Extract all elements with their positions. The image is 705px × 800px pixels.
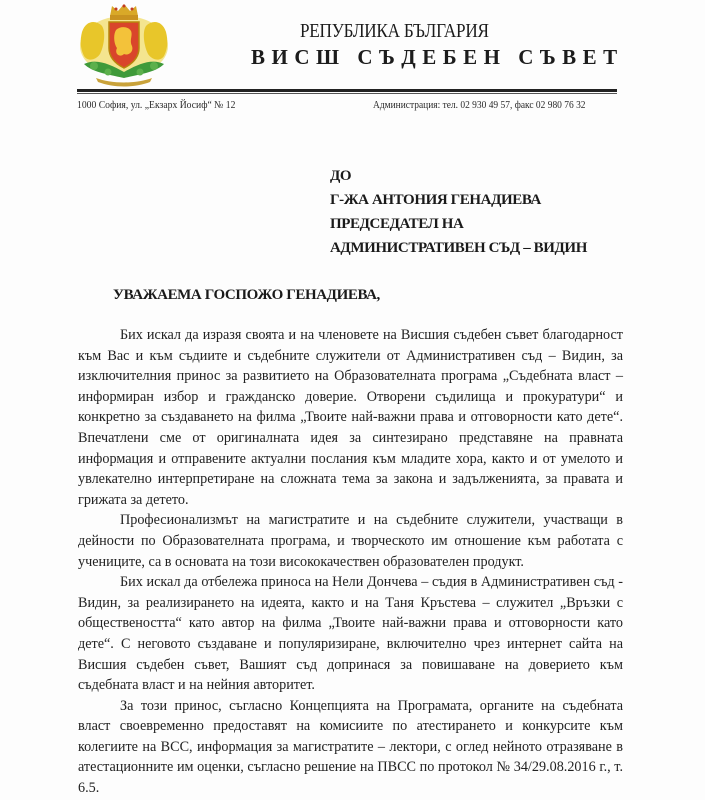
addressee-line: ПРЕДСЕДАТЕЛ НА	[330, 216, 464, 232]
coat-of-arms-icon	[76, 2, 172, 88]
body-paragraph: Бих искал да изразя своята и на членовете на Висшия съдебен съвет благодарност към Вас и към съдиите и съдебните служители от Административен съд – Видин, за изключителния принос за развитието на Образователната програма „Съдебната власт – информиран избор и гражданско доверие. Отворени съдилища и прокуратури“ и конкретно за създаването на филма „Твоите най-важни права и отговорности като дете“. Впечатлени сме от оригиналната идея за синтезирано представяне на правната информация и отправените актуални послания към младите хора, както и от умелото и увлекателно интерпретиране на сложната тема за закона и задълженията, за правата и грижата за детето.	[78, 327, 623, 508]
addressee-line: АДМИНИСТРАТИВЕН СЪД – ВИДИН	[330, 240, 587, 256]
institution-title: ВИСШ СЪДЕБЕН СЪВЕТ	[251, 45, 624, 69]
body-paragraph: За този принос, съгласно Концепцията на Програмата, органите на съдебната власт своевременно предоставят на комисиите по атестирането и конкурсите към колегиите на ВСС, информация за магистратите – лектори, с оглед нейното отразяване в атестационните им оценки, съгласно решение на ПВСС по протокол № 34/29.08.2016 г., т. 6.5.	[78, 697, 623, 797]
body-paragraph: Бих искал да отбележа приноса на Нели Дончева – съдия в Административен съд - Видин, за реализирането на идеята, както и на Таня Кръстева – служител „Връзки с обществеността“ като автор на филма „Твоите най-важни права и отговорности като дете“. С неговото създаване и популяризиране, включително чрез интернет сайта на Висшия съдебен съвет, Вашият съд допринася за повишаване на доверието към съдебната власт и на нейния авторитет.	[78, 574, 623, 694]
header-divider-thin	[77, 93, 617, 94]
addressee-line: Г-ЖА АНТОНИЯ ГЕНАДИЕВА	[330, 192, 541, 208]
body-paragraph: Професионализмът на магистратите и на съдебните служители, участващи в дейности по Образователната програма, и творческото им отношение към работата с учениците, са в основата на този висококачествен образователен продукт.	[78, 512, 623, 570]
letter-body	[78, 325, 623, 799]
salutation: УВАЖАЕМА ГОСПОЖО ГЕНАДИЕВА,	[113, 287, 380, 303]
institution-contacts: Администрация: тел. 02 930 49 57, факс 02 980 76 32	[373, 100, 586, 111]
header-divider	[77, 89, 617, 95]
header-divider-thick	[77, 89, 617, 92]
addressee-block	[330, 164, 587, 260]
institution-address: 1000 София, ул. „Екзарх Йосиф“ № 12	[77, 100, 236, 111]
country-title: РЕПУБЛИКА БЪЛГАРИЯ	[300, 20, 489, 42]
addressee-line: ДО	[330, 168, 352, 184]
